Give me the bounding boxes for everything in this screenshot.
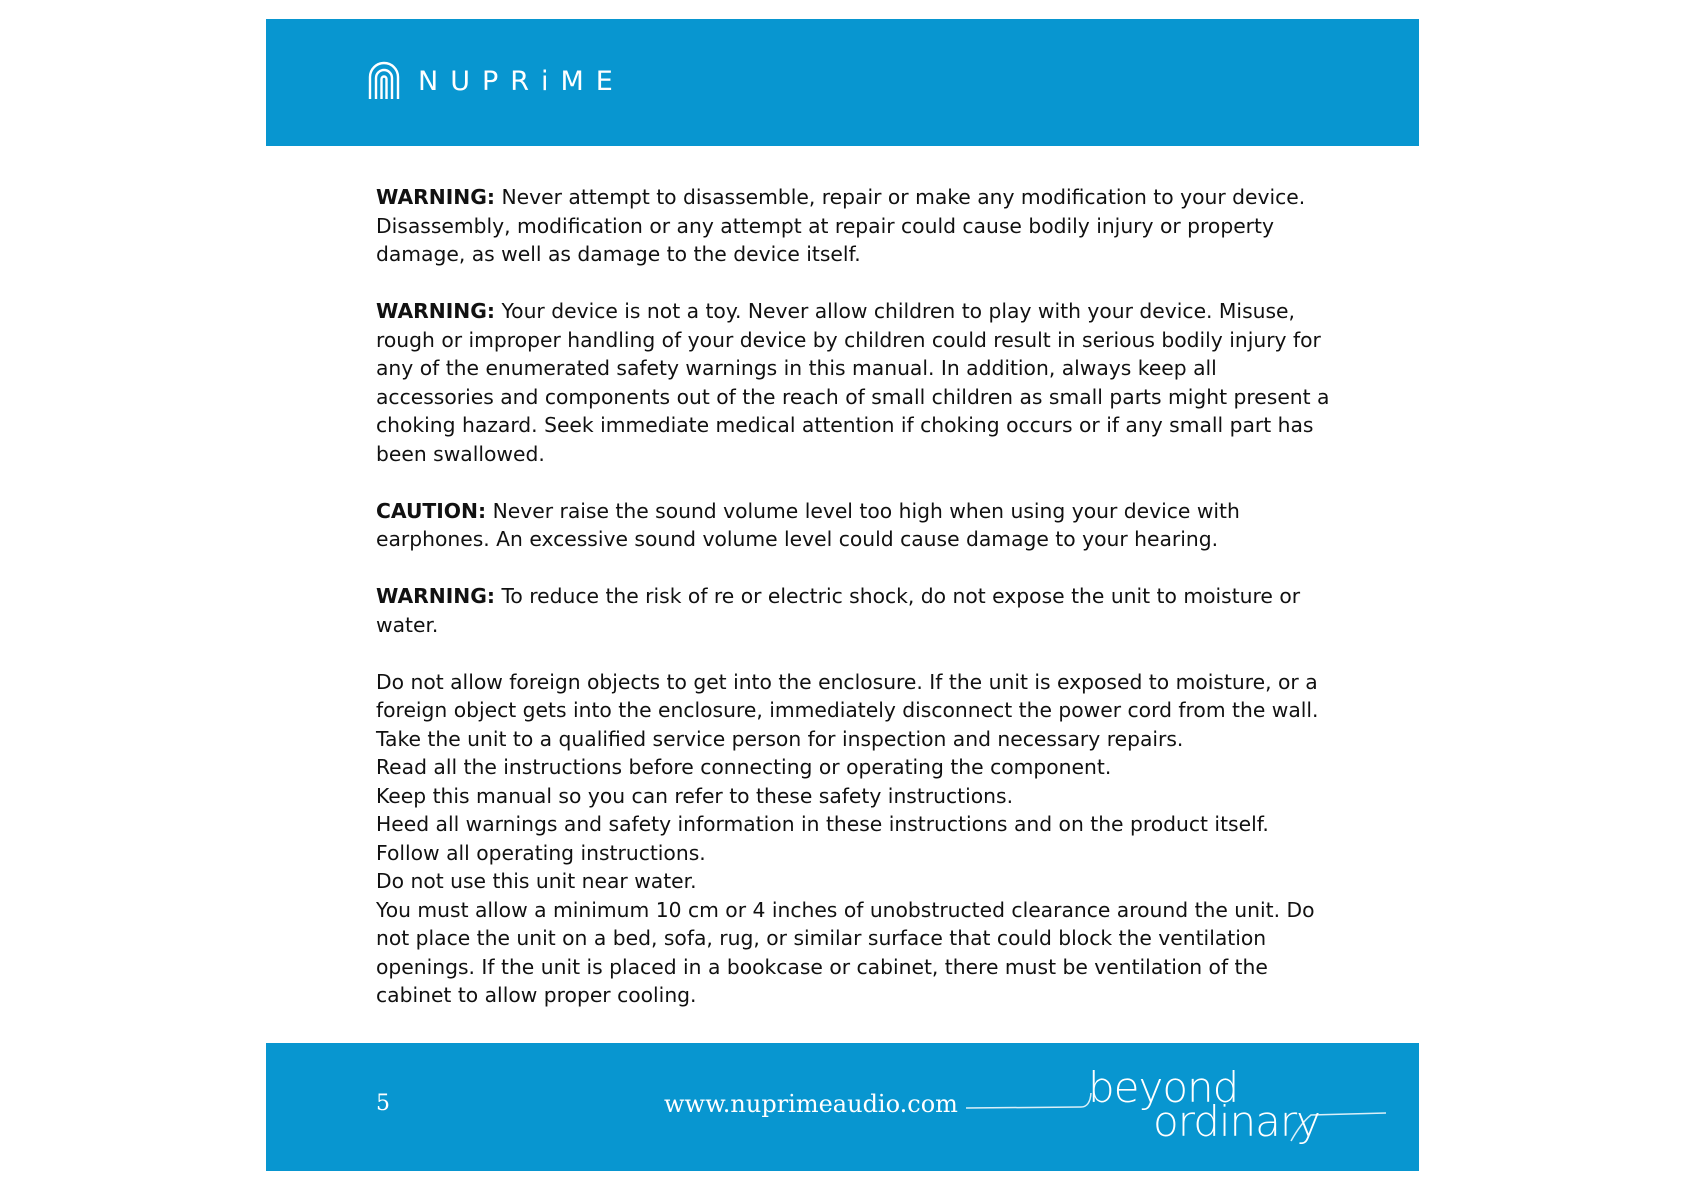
warning-paragraph-moisture <box>376 582 1336 639</box>
warning-paragraph-disassembly <box>376 183 1336 269</box>
warning-text: Never attempt to disassemble, repair or make any modification to your device. Disassembly, modification or any attempt at repair could cause bodily injury or property damage, as well as damage to the device itself. <box>376 185 1306 266</box>
warning-label: WARNING: <box>376 299 496 323</box>
website-link[interactable]: www.nuprimeaudio.com <box>664 1090 958 1118</box>
safety-instructions <box>376 183 1336 1010</box>
instruction-line: You must allow a minimum 10 cm or 4 inches of unobstructed clearance around the unit. Do not place the unit on a bed, sofa, rug, or similar surface that could block the ventilation openings. If the unit is placed in a bookcase or cabinet, there must be ventilation of the cabinet to allow proper cooling. <box>376 897 1315 1007</box>
instruction-line: Heed all warnings and safety information in these instructions and on the product itself. Follow all operating instructions. <box>376 812 1269 865</box>
caution-label: CAUTION: <box>376 498 487 523</box>
page-footer <box>266 1043 1419 1171</box>
tagline-line-2: ordinary <box>1153 1097 1321 1146</box>
caution-text: Never raise the sound volume level too high when using your device with earphones. An excessive sound volume level could cause damage to your hearing. <box>376 498 1240 551</box>
brand-logo <box>366 61 625 101</box>
page-number: 5 <box>376 1091 390 1116</box>
instruction-line: Do not allow foreign objects to get into the enclosure. If the unit is exposed to moisture, or a foreign object gets into the enclosure, immediately disconnect the power cord from the wall. <box>376 669 1319 722</box>
instruction-line: Read all the instructions before connecting or operating the component. <box>376 755 1112 779</box>
tagline-line-1: beyond <box>1088 1063 1239 1112</box>
instruction-line: Keep this manual so you can refer to these safety instructions. <box>376 783 1014 808</box>
warning-text: Your device is not a toy. Never allow children to play with your device. Misuse, rough or improper handling of your device by children could result in serious bodily injury for any of the enumerated safety warnings in this manual. In addition, always keep all accessories and components out of the reach of small children as small parts might present a choking hazard. Seek immediate medical attention if choking occurs or if any small part has been swallowed. <box>376 299 1330 466</box>
page-header <box>266 19 1419 146</box>
nuprime-logo-icon <box>366 61 402 101</box>
warning-paragraph-children <box>376 297 1336 468</box>
instruction-line: Take the unit to a qualified service person for inspection and necessary repairs. <box>376 726 1184 751</box>
tagline <box>966 1063 1386 1163</box>
warning-label: WARNING: <box>376 185 496 209</box>
brand-name: NUPRiME <box>418 65 625 97</box>
caution-paragraph-volume <box>376 497 1336 554</box>
warning-label: WARNING: <box>376 584 496 608</box>
warning-text: To reduce the risk of re or electric shock, do not expose the unit to moisture or water. <box>376 584 1301 637</box>
instruction-line: Do not use this unit near water. <box>376 869 697 893</box>
